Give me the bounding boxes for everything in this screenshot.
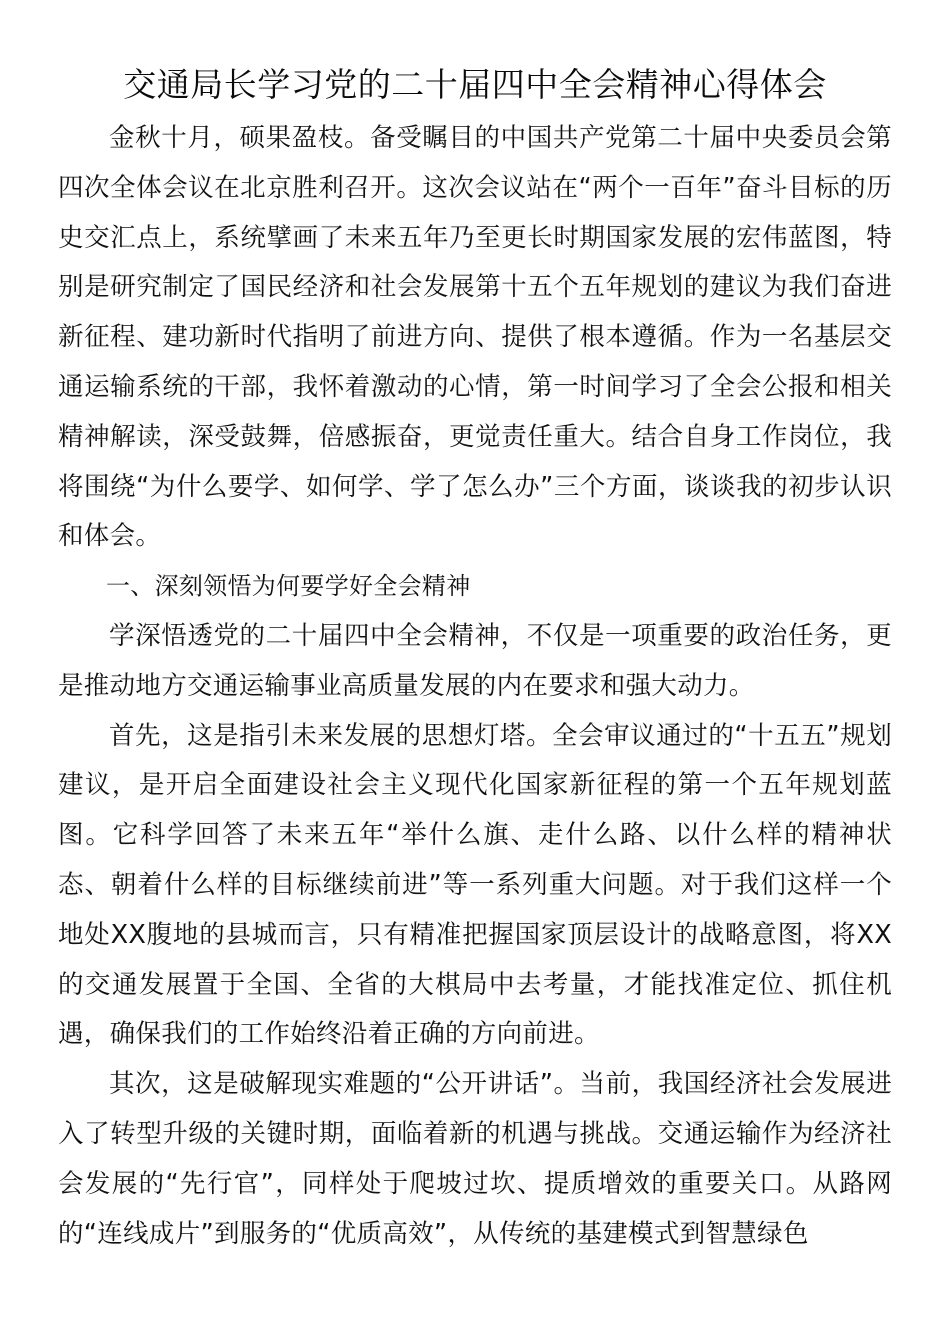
section-heading: 一、深刻领悟为何要学好全会精神	[106, 572, 471, 601]
paragraph-second-point: 其次，这是破解现实难题的“公开讲话”。当前，我国经济社会发展进入了转型升级的关键时期，面临着新的机遇与挑战。交通运输作为经济社会发展的“先行官”，同样处于爬坡过坎、提质增效的重要关口。从路网的“连线成片”到服务的“优质高效”，从传统的基建模式到智慧绿色	[58, 1069, 892, 1249]
paragraph-first-point: 首先，这是指引未来发展的思想灯塔。全会审议通过的“十五五”规划建议，是开启全面建设社会主义现代化国家新征程的第一个五年规划蓝图。它科学回答了未来五年“举什么旗、走什么路、以什么样的精神状态、朝着什么样的目标继续前进”等一系列重大问题。对于我们这样一个地处XX腹地的县城而言，只有精准把握国家顶层设计的战略意图，将XX的交通发展置于全国、全省的大棋局中去考量，才能找准定位、抓住机遇，确保我们的工作始终沿着正确的方向前进。	[58, 720, 892, 1050]
paragraph-section-intro: 学深悟透党的二十届四中全会精神，不仅是一项重要的政治任务，更是推动地方交通运输事业高质量发展的内在要求和强大动力。	[58, 620, 892, 701]
document-body	[58, 114, 892, 1259]
paragraph-intro: 金秋十月，硕果盈枝。备受瞩目的中国共产党第二十届中央委员会第四次全体会议在北京胜利召开。这次会议站在“两个一百年”奋斗目标的历史交汇点上，系统擘画了未来五年乃至更长时期国家发展的宏伟蓝图，特别是研究制定了国民经济和社会发展第十五个五年规划的建议为我们奋进新征程、建功新时代指明了前进方向、提供了根本遵循。作为一名基层交通运输系统的干部，我怀着激动的心情，第一时间学习了全会公报和相关精神解读，深受鼓舞，倍感振奋，更觉责任重大。结合自身工作岗位，我将围绕“为什么要学、如何学、学了怎么办”三个方面，谈谈我的初步认识和体会。	[58, 123, 892, 552]
document-title: 交通局长学习党的二十届四中全会精神心得体会	[123, 65, 827, 104]
